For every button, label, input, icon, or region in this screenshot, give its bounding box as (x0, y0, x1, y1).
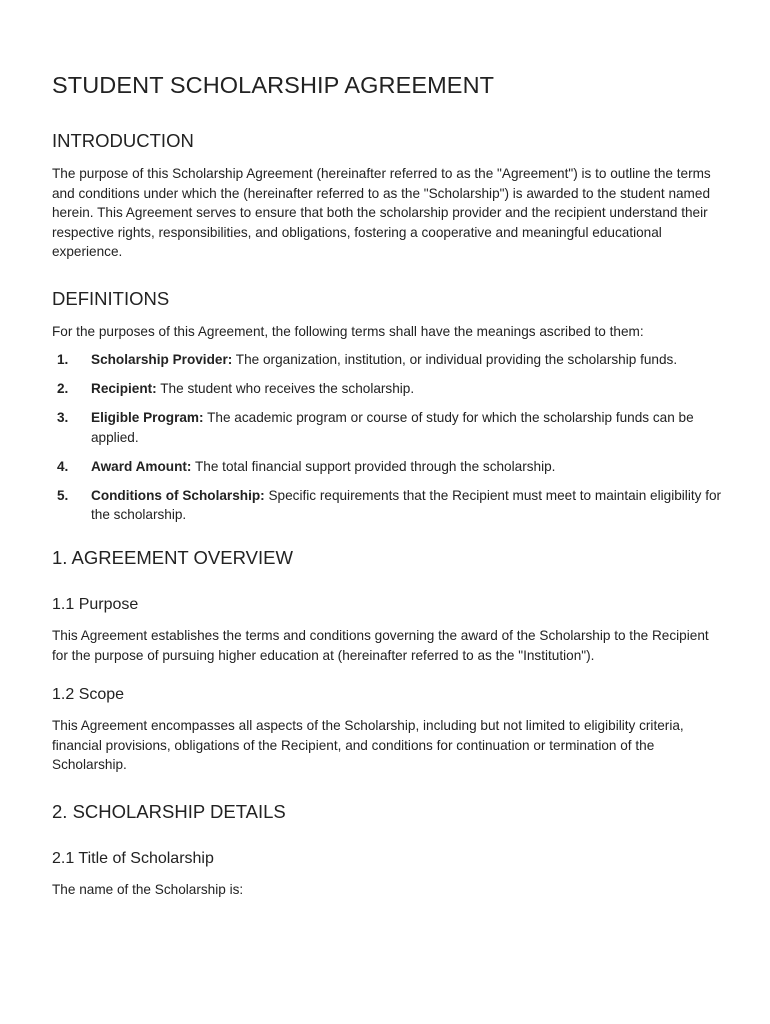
definition-term: Award Amount: (91, 458, 192, 474)
details-heading: 2. SCHOLARSHIP DETAILS (52, 800, 286, 822)
definitions-heading: DEFINITIONS (52, 287, 170, 309)
definition-number: 5. (57, 487, 69, 503)
definition-text: Specific requirements that the Recipient must meet to maintain eligibility for the scholarship. (91, 487, 722, 522)
definition-item (52, 457, 722, 477)
definition-item (52, 350, 722, 370)
definition-number: 3. (57, 410, 69, 425)
definition-text: The organization, institution, or individual providing the scholarship funds. (232, 352, 678, 367)
definition-item (52, 408, 722, 447)
definition-term: Eligible Program: (91, 410, 204, 425)
definition-text: The academic program or course of study for which the scholarship funds can be applied. (91, 410, 694, 445)
scope-text: This Agreement encompasses all aspects of the Scholarship, including but not limited to eligibility criteria, financial provisions, obligations of the Recipient, and conditions for continuation or termination of the Scholarship. (52, 718, 684, 772)
scholarship-title-text: The name of the Scholarship is: (52, 881, 244, 897)
definition-text: The student who receives the scholarship. (156, 381, 415, 396)
introduction-heading: INTRODUCTION (52, 130, 194, 151)
definition-item (52, 379, 722, 399)
scholarship-title-heading: 2.1 Title of Scholarship (52, 849, 214, 867)
purpose-text: This Agreement establishes the terms and conditions governing the award of the Scholarship to the Recipient for the purpose of pursuing higher education at (hereinafter referred to as the "Institution"). (52, 628, 709, 663)
scope-heading: 1.2 Scope (52, 686, 125, 703)
definition-term: Conditions of Scholarship: (91, 487, 265, 503)
definitions-intro: For the purposes of this Agreement, the following terms shall have the meanings ascribed to them: (52, 323, 644, 339)
definition-term: Scholarship Provider: (91, 352, 233, 367)
document-title: STUDENT SCHOLARSHIP AGREEMENT (52, 72, 495, 98)
definition-text: The total financial support provided through the scholarship. (191, 458, 556, 474)
definition-number: 2. (57, 381, 69, 396)
definition-term: Recipient: (91, 381, 157, 396)
purpose-heading: 1.1 Purpose (52, 596, 139, 613)
definition-number: 4. (57, 458, 69, 474)
definition-item (52, 486, 722, 525)
definitions-list (52, 350, 722, 525)
introduction-text: The purpose of this Scholarship Agreement (hereinafter referred to as the "Agreement") is to outline the terms and conditions under which the (hereinafter referred to as the "Scholarship") is awarded to the student named herein. This Agreement serves to ensure that both the scholarship provider and the recipient understand their respective rights, responsibilities, and obligations, fostering a cooperative and meaningful educational experience. (52, 166, 711, 259)
overview-heading: 1. AGREEMENT OVERVIEW (52, 547, 293, 568)
definition-number: 1. (57, 352, 69, 367)
